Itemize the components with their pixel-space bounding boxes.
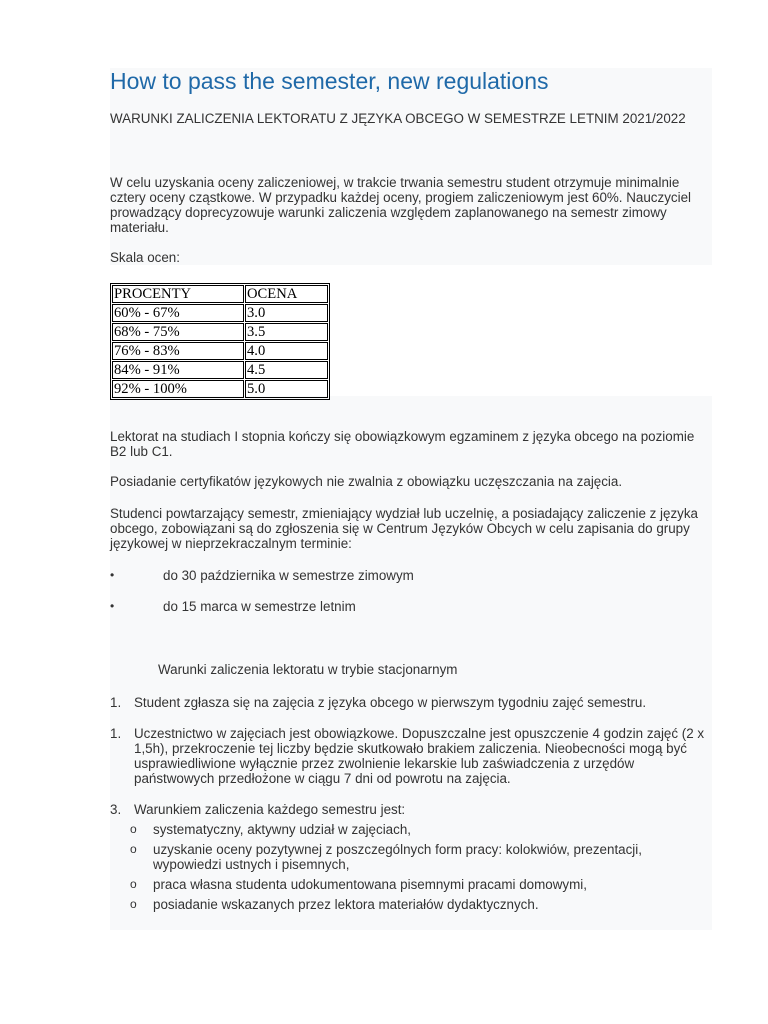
table-row bbox=[112, 342, 328, 360]
table-header-percent: PROCENTY bbox=[112, 285, 244, 303]
sub-bullet-icon: o bbox=[130, 897, 137, 911]
table-cell-grade: 4.0 bbox=[245, 342, 328, 360]
table-cell-grade: 4.5 bbox=[245, 361, 328, 379]
sub-bullet-icon: o bbox=[130, 842, 137, 856]
table-cell-grade: 5.0 bbox=[245, 380, 328, 398]
table-cell-grade: 3.5 bbox=[245, 323, 328, 341]
section-heading: Warunki zaliczenia lektoratu w trybie stacjonarnym bbox=[158, 662, 458, 677]
deadline-item: do 15 marca w semestrze letnim bbox=[163, 599, 356, 614]
table-cell-percent: 60% - 67% bbox=[112, 304, 244, 322]
table-header-grade: OCENA bbox=[245, 285, 328, 303]
grade-table bbox=[110, 283, 330, 400]
repeat-paragraph: Studenci powtarzający semestr, zmieniający wydział lub uczelnię, a posiadający zaliczenie z języka obcego, zobowiązani są do zgłoszenia się w Centrum Języków Obcych w celu zapisania do grupy językowej w nieprzekraczalnym terminie: bbox=[110, 506, 698, 551]
table-row bbox=[112, 380, 328, 398]
sub-list-item: praca własna studenta udokumentowana pisemnymi pracami domowymi, bbox=[153, 877, 587, 892]
table-header-row bbox=[112, 285, 328, 303]
exam-paragraph: Lektorat na studiach I stopnia kończy się obowiązkowym egzaminem z języka obcego na poziomie B2 lub C1. bbox=[110, 429, 695, 459]
numbered-item: Warunkiem zaliczenia każdego semestru jest: bbox=[134, 802, 406, 817]
table-row bbox=[112, 323, 328, 341]
bullet-icon: • bbox=[110, 599, 115, 613]
page-title: How to pass the semester, new regulations bbox=[110, 68, 549, 94]
table-cell-percent: 68% - 75% bbox=[112, 323, 244, 341]
sub-bullet-icon: o bbox=[130, 822, 137, 836]
bullet-icon: • bbox=[110, 568, 115, 582]
sub-list-item: posiadanie wskazanych przez lektora materiałów dydaktycznych. bbox=[153, 897, 539, 912]
document-subtitle: WARUNKI ZALICZENIA LEKTORATU Z JĘZYKA OBCEGO W SEMESTRZE LETNIM 2021/2022 bbox=[110, 111, 686, 126]
table-row bbox=[112, 304, 328, 322]
content-background-top bbox=[110, 68, 712, 265]
intro-paragraph: W celu uzyskania oceny zaliczeniowej, w trakcie trwania semestru student otrzymuje minimalnie cztery oceny cząstkowe. W przypadku każdej oceny, progiem zaliczeniowym jest 60%. Nauczyciel prowadzący doprecyzowuje warunki zaliczenia względem zaplanowanego na semestr zimowy materiału. bbox=[110, 175, 691, 235]
table-cell-grade: 3.0 bbox=[245, 304, 328, 322]
sub-list-item: systematyczny, aktywny udział w zajęciach, bbox=[153, 822, 411, 837]
list-number: 1. bbox=[110, 726, 122, 741]
table-cell-percent: 84% - 91% bbox=[112, 361, 244, 379]
list-number: 1. bbox=[110, 695, 122, 710]
deadline-item: do 30 października w semestrze zimowym bbox=[163, 568, 414, 583]
numbered-item: Uczestnictwo w zajęciach jest obowiązkowe. Dopuszczalne jest opuszczenie 4 godzin zajęć (2 x 1,5h), przekroczenie tej liczby będzie skutkowało brakiem zaliczenia. Nieobecności mogą być usprawiedliwione wyłącznie przez zwolnienie lekarskie lub zaświadczenia z urzędów państwowych przedłożone w ciągu 7 dni od powrotu na zajęcia. bbox=[134, 726, 705, 786]
scale-label: Skala ocen: bbox=[110, 250, 180, 265]
table-cell-percent: 76% - 83% bbox=[112, 342, 244, 360]
list-number: 3. bbox=[110, 802, 122, 817]
table-row bbox=[112, 361, 328, 379]
sub-list-item: uzyskanie oceny pozytywnej z poszczególnych form pracy: kolokwiów, prezentacji, wypowiedzi ustnych i pisemnych, bbox=[153, 842, 642, 872]
sub-bullet-icon: o bbox=[130, 877, 137, 891]
certificate-paragraph: Posiadanie certyfikatów językowych nie zwalnia z obowiązku uczęszczania na zajęcia. bbox=[110, 474, 623, 489]
table-cell-percent: 92% - 100% bbox=[112, 380, 244, 398]
numbered-item: Student zgłasza się na zajęcia z języka obcego w pierwszym tygodniu zajęć semestru. bbox=[134, 695, 647, 710]
